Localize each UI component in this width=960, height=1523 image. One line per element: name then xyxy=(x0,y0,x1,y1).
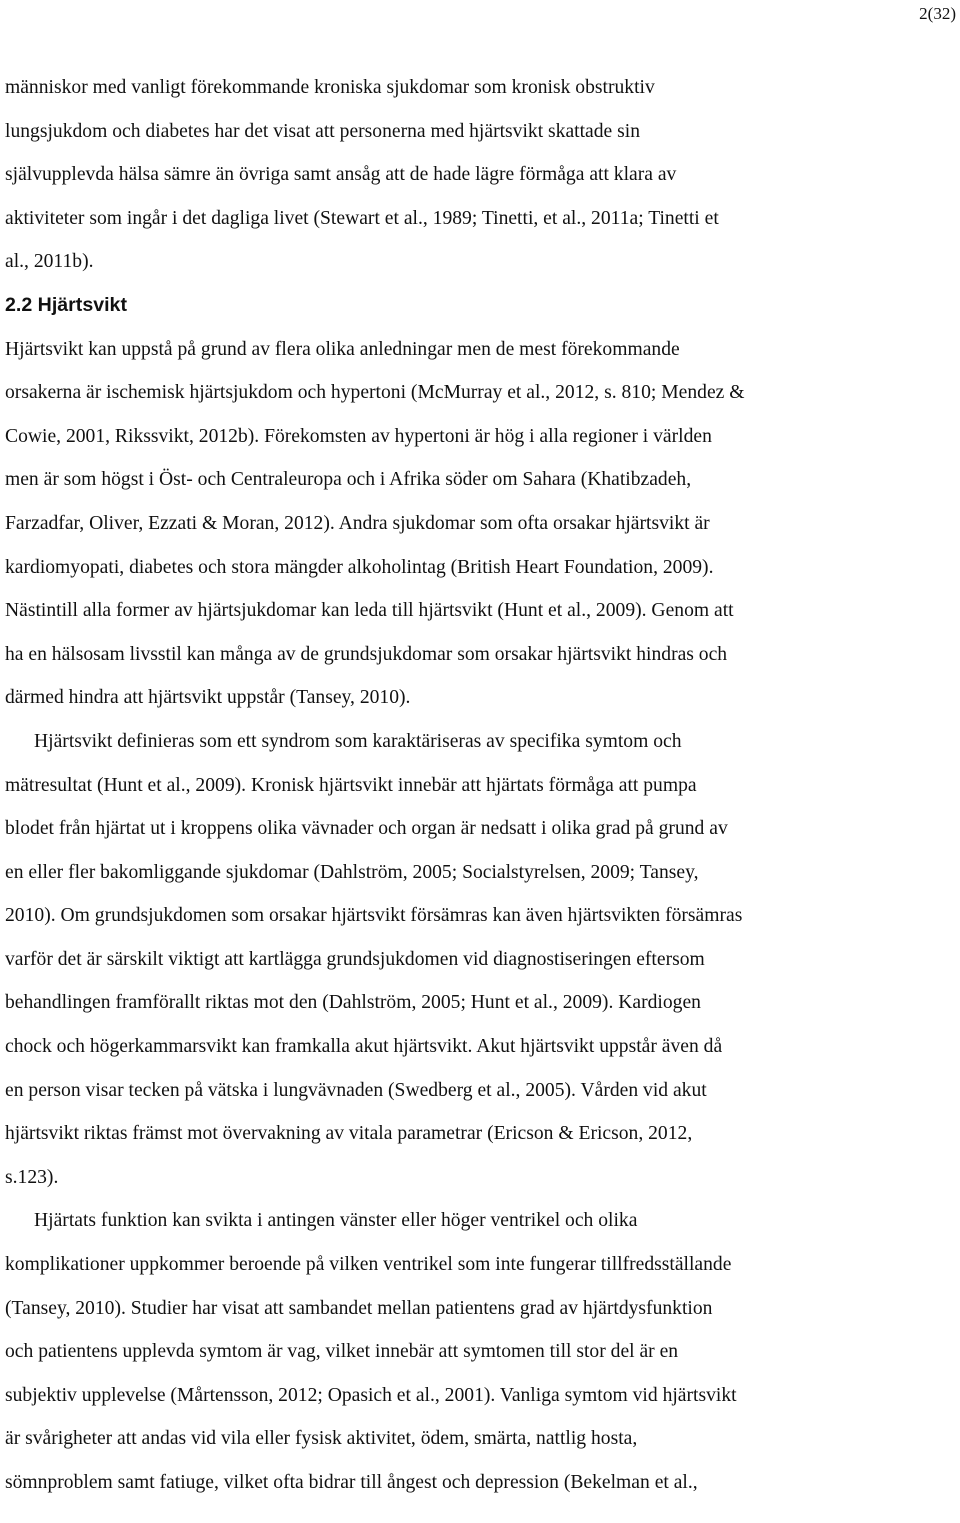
text-line: självupplevda hälsa sämre än övriga samt ansåg att de hade lägre förmåga att klara av xyxy=(5,164,677,186)
text-line: varför det är särskilt viktigt att kartlägga grundsjukdomen vid diagnostiseringen eftersom xyxy=(5,948,705,970)
text-line: subjektiv upplevelse (Mårtensson, 2012; Opasich et al., 2001). Vanliga symtom vid hjärtsvikt xyxy=(5,1384,737,1406)
text-line: mätresultat (Hunt et al., 2009). Kronisk hjärtsvikt innebär att hjärtats förmåga att pumpa xyxy=(5,774,697,796)
text-line: (Tansey, 2010). Studier har visat att sambandet mellan patientens grad av hjärtdysfunktion xyxy=(5,1297,713,1319)
text-line: orsakerna är ischemisk hjärtsjukdom och hypertoni (McMurray et al., 2012, s. 810; Mendez & xyxy=(5,382,745,404)
text-line: ha en hälsosam livsstil kan många av de grundsjukdomar som orsakar hjärtsvikt hindras och xyxy=(5,643,728,665)
text-line: människor med vanligt förekommande kroniska sjukdomar som kronisk obstruktiv xyxy=(5,77,655,98)
text-line: är svårigheter att andas vid vila eller fysisk aktivitet, ödem, smärta, nattlig hosta, xyxy=(5,1428,638,1450)
text-line: men är som högst i Öst- och Centraleuropa och i Afrika söder om Sahara (Khatibzadeh, xyxy=(5,469,692,491)
paragraph-first-line: Hjärtsvikt definieras som ett syndrom som karaktäriseras av specifika symtom och xyxy=(34,730,682,752)
text-line: aktiviteter som ingår i det dagliga livet (Stewart et al., 1989; Tinetti, et al., 2011a; Tinetti et xyxy=(5,207,719,229)
text-line: behandlingen framförallt riktas mot den (Dahlström, 2005; Hunt et al., 2009). Kardiogen xyxy=(5,992,701,1014)
text-line: al., 2011b). xyxy=(5,251,94,273)
text-line: en eller fler bakomliggande sjukdomar (Dahlström, 2005; Socialstyrelsen, 2009; Tansey, xyxy=(5,861,699,883)
text-line: lungsjukdom och diabetes har det visat att personerna med hjärtsvikt skattade sin xyxy=(5,120,641,142)
text-line: därmed hindra att hjärtsvikt uppstår (Tansey, 2010). xyxy=(5,687,411,709)
text-line: blodet från hjärtat ut i kroppens olika vävnader och organ är nedsatt i olika grad på grund av xyxy=(5,818,728,840)
text-line: Nästintill alla former av hjärtsjukdomar kan leda till hjärtsvikt (Hunt et al., 2009). Genom att xyxy=(5,600,734,622)
text-line: hjärtsvikt riktas främst mot övervakning av vitala parametrar (Ericson & Ericson, 2012, xyxy=(5,1123,693,1145)
text-line: och patientens upplevda symtom är vag, vilket innebär att symtomen till stor del är en xyxy=(5,1341,679,1363)
document-body xyxy=(5,66,957,1505)
text-line: Cowie, 2001, Rikssvikt, 2012b). Förekomsten av hypertoni är hög i alla regioner i världen xyxy=(5,425,712,447)
text-line: 2010). Om grundsjukdomen som orsakar hjärtsvikt försämras kan även hjärtsvikten försämras xyxy=(5,905,743,927)
paragraph-first-line: Hjärtats funktion kan svikta i antingen vänster eller höger ventrikel och olika xyxy=(34,1210,638,1232)
section-heading: 2.2 Hjärtsvikt xyxy=(5,293,127,316)
text-line: sömnproblem samt fatiuge, vilket ofta bidrar till ångest och depression (Bekelman et al., xyxy=(5,1472,698,1493)
text-line: Farzadfar, Oliver, Ezzati & Moran, 2012). Andra sjukdomar som ofta orsakar hjärtsvikt är xyxy=(5,512,710,534)
text-line: kardiomyopati, diabetes och stora mängder alkoholintag (British Heart Foundation, 2009). xyxy=(5,556,714,578)
text-line: en person visar tecken på vätska i lungvävnaden (Swedberg et al., 2005). Vården vid akut xyxy=(5,1079,707,1101)
text-line: chock och högerkammarsvikt kan framkalla akut hjärtsvikt. Akut hjärtsvikt uppstår även då xyxy=(5,1036,723,1058)
text-line: komplikationer uppkommer beroende på vilken ventrikel som inte fungerar tillfredsställande xyxy=(5,1254,732,1276)
text-line: s.123). xyxy=(5,1166,59,1188)
text-line: Hjärtsvikt kan uppstå på grund av flera olika anledningar men de mest förekommande xyxy=(5,338,680,360)
page-number: 2(32) xyxy=(919,4,956,23)
